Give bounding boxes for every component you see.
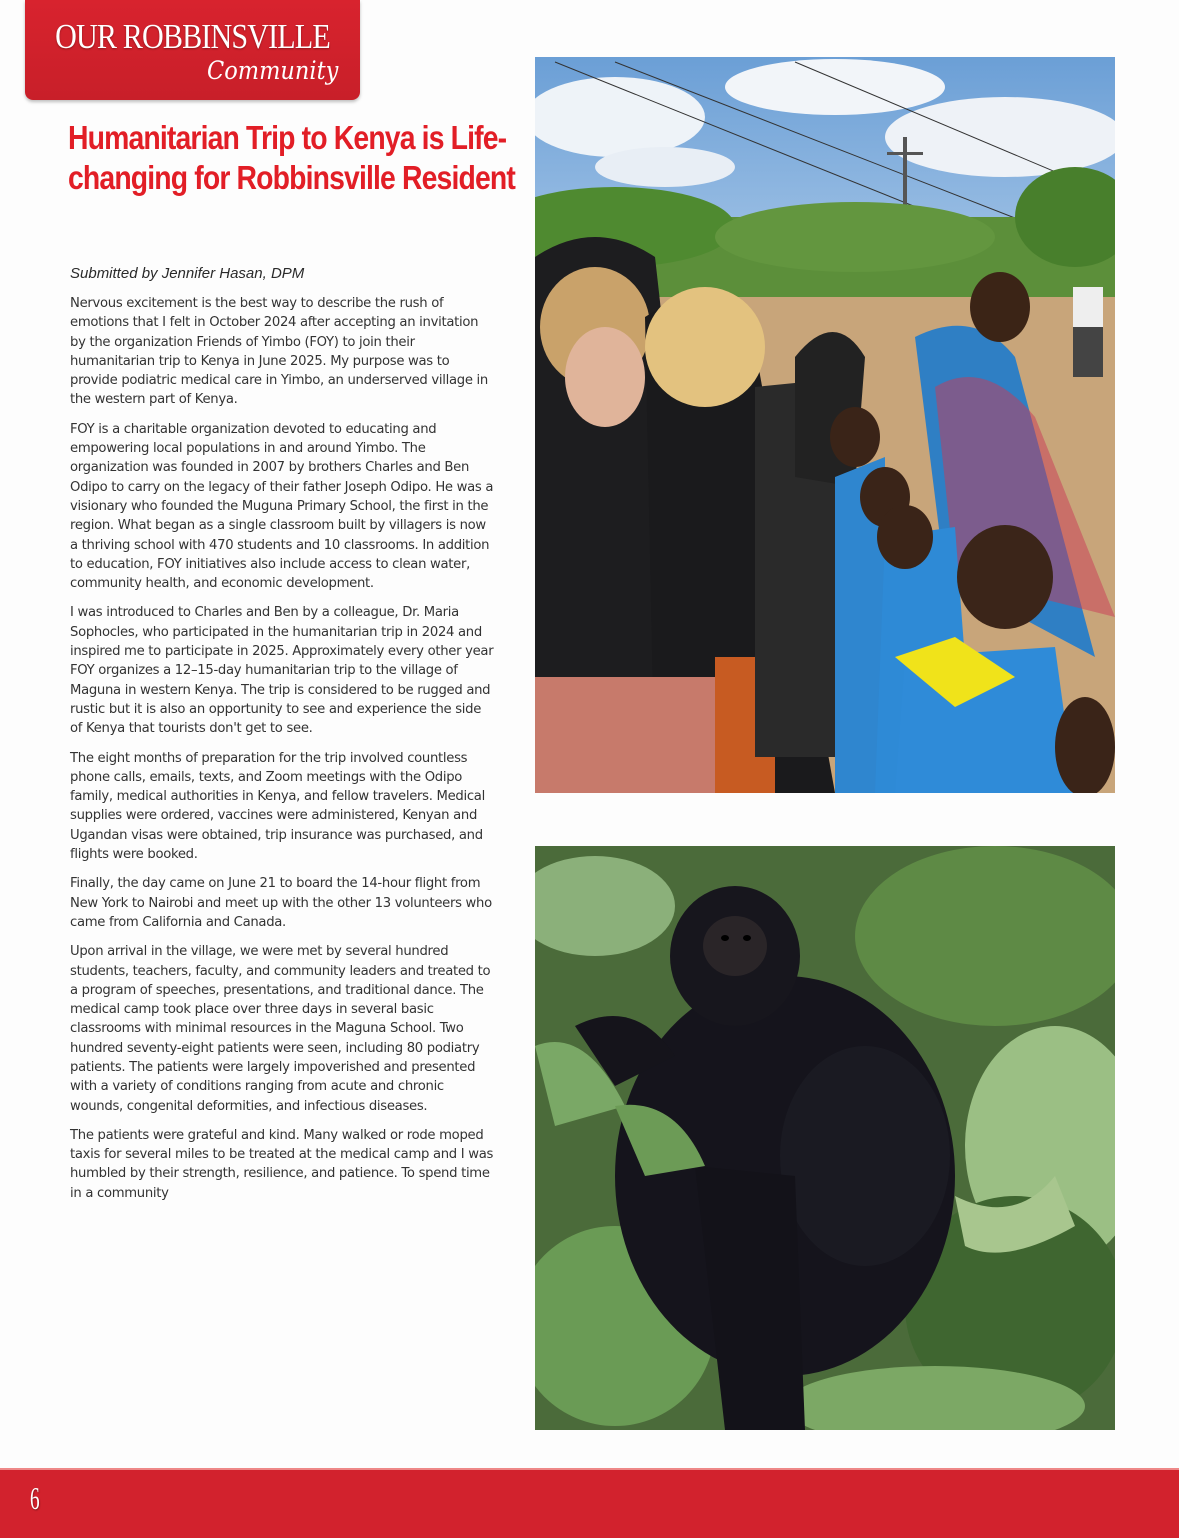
masthead-banner [25, 0, 360, 100]
paragraph: Upon arrival in the village, we were met by several hundred students, teachers, faculty, and community leaders and treated to a program of speeches, presentations, and traditional dance. The medical camp took place over three days in several basic classrooms with minimal resources in the Maguna School. Two hundred seventy-eight patients were seen, including 80 podiatry patients. The patients were largely impoverished and presented with a variety of conditions ranging from acute and chronic wounds, congenital deformities, and infectious diseases. [70, 944, 491, 1114]
photo-image [535, 846, 1115, 1430]
article-byline: Submitted by Jennifer Hasan, DPM [70, 265, 305, 282]
footer-bar [0, 1468, 1179, 1538]
paragraph: FOY is a charitable organization devoted to educating and empowering local populations in and around Yimbo. The organization was founded in 2007 by brothers Charles and Ben Odipo to carry on the legacy of their father Joseph Odipo. He was a visionary who founded the Muguna Primary School, the first in the region. What began as a single classroom built by villagers is now a thriving school with 470 students and 10 classrooms. In addition to education, FOY initiatives also include access to clean water, community health, and economic development. [70, 421, 494, 592]
paragraph: Nervous excitement is the best way to describe the rush of emotions that I felt in October 2024 after accepting an invitation by the organization Friends of Yimbo (FOY) to join their humanitarian trip to Kenya in June 2025. My purpose was to provide podiatric medical care in Yimbo, an underserved village in the western part of Kenya. [70, 296, 488, 408]
paragraph: Finally, the day came on June 21 to board the 14-hour flight from New York to Nairobi and meet up with the other 13 volunteers who came from California and Canada. [70, 876, 492, 930]
paragraph: I was introduced to Charles and Ben by a colleague, Dr. Maria Sophocles, who participated in the humanitarian trip in 2024 and inspired me to participate in 2025. Approximately every other year FOY organizes a 12–15-day humanitarian trip to the village of Maguna in western Kenya. The trip is considered to be rugged and rustic but it is also an opportunity to see and experience the side of Kenya that tourists don't get to see. [70, 605, 494, 737]
paragraph: The eight months of preparation for the trip involved countless phone calls, emails, texts, and Zoom meetings with the Odipo family, medical authorities in Kenya, and fellow travelers. Medical supplies were ordered, vaccines were administered, Kenyan and Ugandan visas were obtained, trip insurance was purchased, and flights were booked. [70, 750, 485, 863]
photo-kenya-greeting [535, 57, 1115, 793]
article-body [70, 294, 495, 1213]
paragraph: The patients were grateful and kind. Many walked or rode moped taxis for several miles to be treated at the medical camp and I was humbled by their strength, resilience, and patience. To spend time in a community [70, 1127, 494, 1201]
photo-gorillas [535, 846, 1115, 1430]
masthead-title: OUR ROBBINSVILLE [55, 17, 330, 56]
article-headline: Humanitarian Trip to Kenya is Life-changing for Robbinsville Resident [68, 119, 515, 196]
page-number: 6 [30, 1480, 40, 1516]
masthead-subtitle: Community [207, 56, 339, 85]
photo-image [535, 57, 1115, 793]
